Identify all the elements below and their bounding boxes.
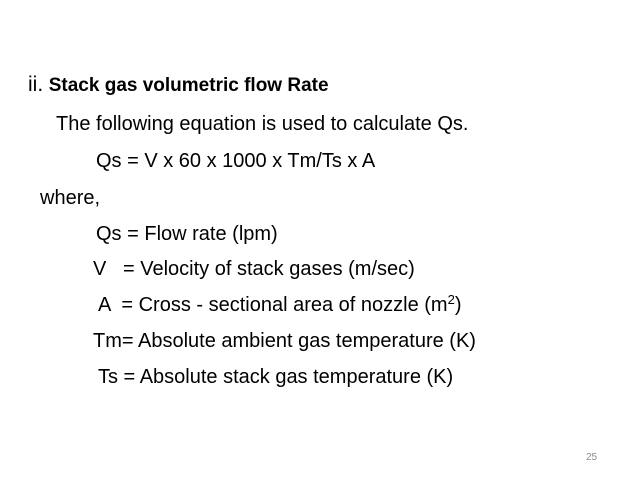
flow-rate-equation: Qs = V x 60 x 1000 x Tm/Ts x A [96,150,376,172]
heading-number: ii. [28,73,44,96]
definition-tm: Tm= Absolute ambient gas temperature (K) [93,330,476,352]
heading-title: Stack gas volumetric flow Rate [48,75,329,96]
slide-heading [28,73,329,98]
intro-text: The following equation is used to calculate Qs. [56,113,469,135]
definition-a-text: A = Cross - sectional area of nozzle (m [98,294,448,316]
definition-a [98,293,462,317]
definition-ts: Ts = Absolute stack gas temperature (K) [98,366,454,388]
where-label: where, [40,187,101,209]
definition-v: V = Velocity of stack gases (m/sec) [93,258,415,280]
definition-qs: Qs = Flow rate (lpm) [96,223,278,245]
definition-a-close: ) [454,294,462,316]
superscript-two: 2 [447,292,455,307]
page-number: 25 [586,452,598,463]
